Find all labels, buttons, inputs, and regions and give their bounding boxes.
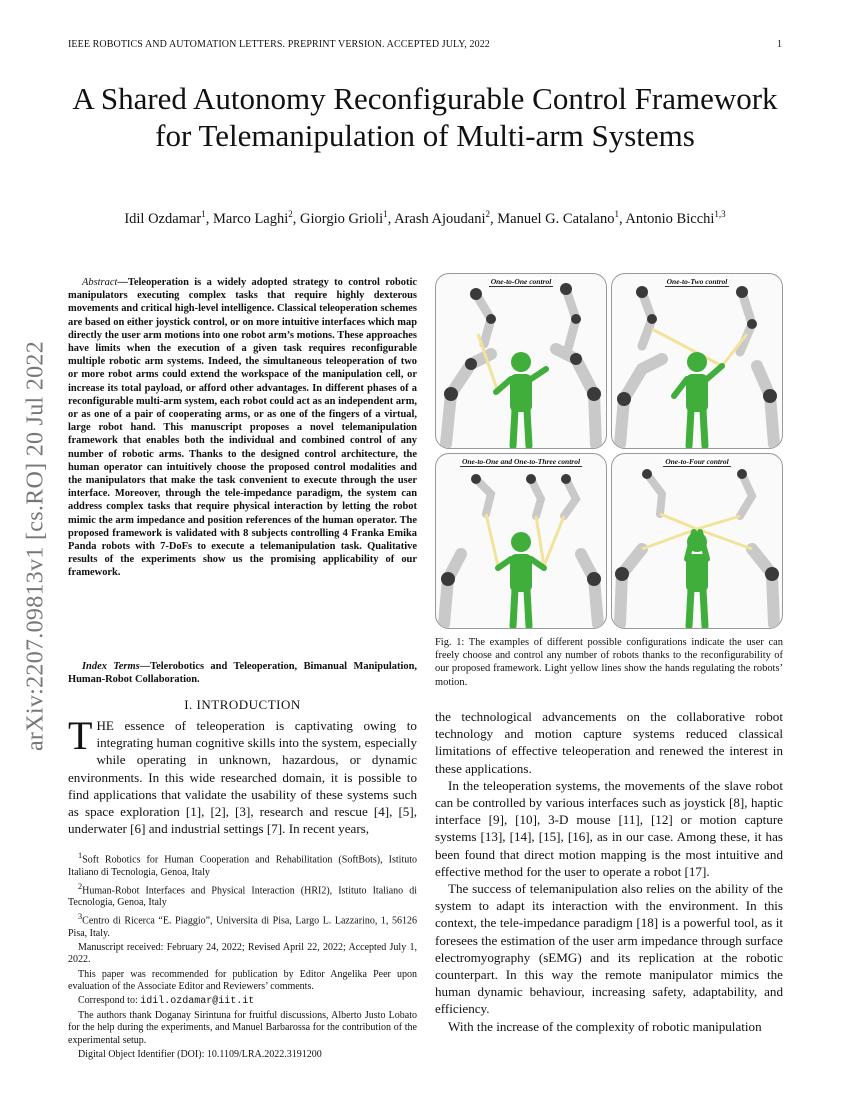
paragraph: In the teleoperation systems, the movements of the slave robot can be controlled by various interfaces such as joystick [8], haptic interface [9], [10], 3-D mouse [11], [12] or motion capture systems [13], [14], [15], [16], as in our case. Among these, it has been found that direct motion mapping is the most intuitive and effective method for the user to operate a robot [17]. bbox=[435, 777, 783, 879]
author: Antonio Bicchi$^{1,3}$ bbox=[625, 209, 726, 227]
panel-label: One-to-One and One-to-Three control bbox=[461, 457, 581, 466]
footnotes bbox=[68, 850, 417, 1063]
figure-panel bbox=[611, 453, 783, 629]
arxiv-stamp: arXiv:2207.09813v1 [cs.RO] 20 Jul 2022 bbox=[22, 340, 49, 752]
figure-panel bbox=[435, 453, 607, 629]
figure-panel bbox=[611, 273, 783, 449]
abstract: Abstract—Teleoperation is a widely adopted strategy to control robotic manipulators executing complex tasks that require highly dexterous movements and critical high-level intelligence. Classical teleoperation schemes are based on either joystick control, or on more intuitive interfaces which map directly the user arm motions into one robot arm’s motions. These approaches have limits when the execution of a given task requires reconfigurable multiple robotic arm systems. Indeed, the simultaneous teleoperation of two or more robot arms could extend the workspace of the manipulation cell, or increase its total payload, or afford other advantages. In different phases of a reconfigurable multi-arm system, each robot could act as an independent arm, or as one of a pair of cooperating arms, or as one of the fingers of a virtual, large robot hand. This manuscript proposes a novel telemanipulation framework that enables both the individual and combined control of any number of robotic arms. Thanks to the designed control architecture, the human operator can intuitively choose the proposed control modalities and the manipulators that make the task convenient to execute through the user interface. Moreover, through the tele-impedance paradigm, the system can address complex tasks that require physical interaction by letting the robot mimic the arm impedance and position references of the human operator. The proposed framework is validated with 8 subjects controlling 4 Franka Emika Panda robots with 7-DoFs to execute a telemanipulation task. Qualitative results of the experiments show us the promising applicability of our framework. bbox=[68, 277, 417, 579]
index-terms: Index Terms—Telerobotics and Teleoperation, Bimanual Manipulation, Human-Robot Collaboration. bbox=[68, 661, 418, 686]
panel-label: One-to-Four control bbox=[665, 457, 729, 466]
footnote-received: Manuscript received: February 24, 2022; Revised April 22, 2022; Accepted July 1, 2022. bbox=[68, 942, 417, 966]
footnote-thanks: The authors thank Doganay Sirintuna for fruitful discussions, Alberto Justo Lobato for the help during the experiments, and Manuel Barbarossa for the contribution of the experimental setup. bbox=[68, 1010, 417, 1046]
author: Idil Ozdamar$^1$ bbox=[124, 209, 206, 227]
figure-panel bbox=[435, 273, 607, 449]
page-number: 1 bbox=[777, 39, 782, 50]
paper-title: A Shared Autonomy Reconfigurable Control Framework for Telemanipulation of Multi-arm Systems bbox=[72, 81, 778, 153]
paragraph: With the increase of the complexity of robotic manipulation bbox=[448, 1018, 762, 1034]
abstract-label: Abstract bbox=[82, 277, 118, 288]
index-terms-label: Index Terms bbox=[82, 661, 140, 672]
abstract-text: Teleoperation is a widely adopted strategy to control robotic manipulators executing complex tasks that require highly dexterous movements and critical high-level intelligence. Classical teleoperation schemes are based on either joystick control, or on more intuitive interfaces which map directly the user arm motions into one robot arm’s motions. These approaches have limits when the execution of a given task requires reconfigurable multiple robotic arm systems. Indeed, the simultaneous teleoperation of two or more robot arms could extend the workspace of the manipulation cell, or increase its total payload, or afford other advantages. In different phases of a reconfigurable multi-arm system, each robot could act as an independent arm, or as one of a pair of cooperating arms, or as one of the fingers of a virtual, large robot hand. This manuscript proposes a novel telemanipulation framework that enables both the individual and combined control of any number of robotic arms. Thanks to the designed control architecture, the human operator can intuitively choose the proposed control modalities and the manipulators that make the task convenient to execute through the user interface. Moreover, through the tele-impedance paradigm, the system can address complex tasks that require physical interaction by letting the robot mimic the arm impedance and position references of the human operator. The proposed framework is validated with 8 subjects controlling 4 Franka Emika Panda robots with 7-DoFs to execute a telemanipulation task. Qualitative results of the experiments show us the promising applicability of our framework. bbox=[68, 277, 417, 579]
figure-caption: Fig. 1: The examples of different possible configurations indicate the user can freely choose and control any number of robots thanks to the reconfigurability of our proposed framework. Light yellow lines show the hands regulating the robots’ motion. bbox=[435, 637, 783, 688]
robot-scene-illustration bbox=[436, 274, 606, 448]
email-link[interactable]: idil.ozdamar@iit.it bbox=[140, 996, 255, 1008]
paragraph: The success of telemanipulation also relies on the ability of the system to adapt its interaction with the environment. In this context, the tele-impedance paradigm [18] is a powerful tool, as it foresees the estimation of the user arm impedance through surface electromyography (sEMG) and its replication at the robotic counterpart. In this way the remote manipulator mimics the human dynamic behaviour, increasing safety, adaptability, and efficiency. bbox=[435, 881, 783, 1017]
footnote-affiliation-1: $^1$Soft Robotics for Human Cooperation and Rehabilitation (SoftBots), Istituto Italiano di Tecnologia, Genoa, Italy bbox=[68, 851, 417, 878]
footnote-recommended: This paper was recommended for publication by Editor Angelika Peer upon evaluation of the Associate Editor and Reviewers’ comments. bbox=[68, 968, 417, 992]
author: Arash Ajoudani$^2$ bbox=[394, 209, 491, 227]
footnote-affiliation-2: $^2$Human-Robot Interfaces and Physical Interaction (HRI2), Istituto Italiano di Tecnologia, Genoa, Italy bbox=[68, 881, 417, 909]
robot-scene-illustration bbox=[436, 454, 606, 628]
footnote-affiliation-3: $^3$Centro di Ricerca “E. Piaggio”, Universita di Pisa, Largo L. Lazzarino, 1, 56126 Pisa, Italy. bbox=[68, 912, 417, 939]
author: Marco Laghi$^2$ bbox=[212, 209, 293, 227]
author: Manuel G. Catalano$^1$ bbox=[497, 209, 619, 227]
section-heading: I. INTRODUCTION bbox=[184, 697, 301, 712]
author-list: Idil Ozdamar$^1$, Marco Laghi$^2$, Giorgio Grioli$^1$, Arash Ajoudani$^2$, Manuel G. Catalano$^1$, Antonio Bicchi$^{1,3}$ bbox=[124, 209, 726, 227]
robot-scene-illustration bbox=[612, 274, 782, 448]
index-terms-text: Telerobotics and Teleoperation, Bimanual Manipulation, Human-Robot Collaboration. bbox=[68, 661, 418, 686]
footnote-correspond: Correspond to: idil.ozdamar@iit.it bbox=[78, 995, 255, 1008]
footnote-doi: Digital Object Identifier (DOI): 10.1109/LRA.2022.3191200 bbox=[78, 1048, 322, 1060]
paragraph: the technological advancements on the collaborative robot technology and motion capture systems reduced classical limitations of effective teleoperation and renewed the interest in these applications. bbox=[435, 709, 783, 776]
figure-1 bbox=[435, 273, 783, 627]
panel-label: One-to-One control bbox=[490, 277, 552, 286]
journal-header: IEEE ROBOTICS AND AUTOMATION LETTERS. PREPRINT VERSION. ACCEPTED JULY, 2022 bbox=[68, 39, 490, 50]
right-column bbox=[435, 708, 783, 1035]
panel-label: One-to-Two control bbox=[666, 277, 728, 286]
intro-paragraph: THE essence of teleoperation is captivating owing to integrating human cognitive skills into the system, especially while operating in unknown, hazardous, or dynamic environments. In this wide researched domain, it is possible to find applications that validate the usability of these systems such as space exploration [1], [2], [3], research and rescue [4], [5], underwater [6] and industrial settings [7]. In recent years, bbox=[68, 713, 417, 837]
robot-scene-illustration bbox=[612, 454, 782, 628]
author: Giorgio Grioli$^1$ bbox=[300, 209, 388, 227]
drop-cap: T bbox=[68, 713, 93, 758]
